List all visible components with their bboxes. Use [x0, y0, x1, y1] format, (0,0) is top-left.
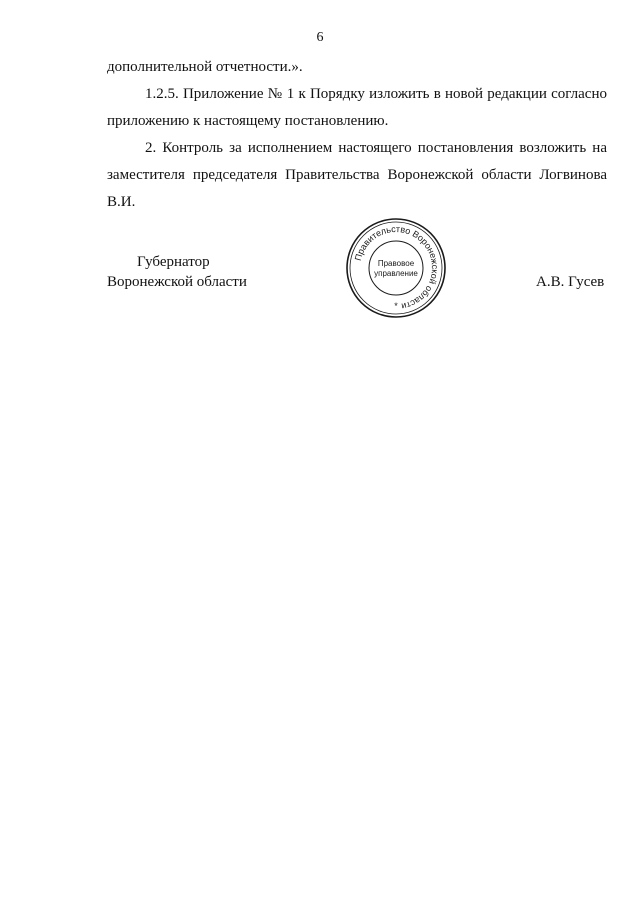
- stamp-seal-icon: [344, 216, 448, 320]
- stamp-center-line-2: управление: [374, 269, 418, 278]
- paragraph-item-2: 2. Контроль за исполнением настоящего постановления возложить на заместителя председателя Правительства Воронежской области Логвинова В.И.: [107, 140, 607, 210]
- signatory-name: А.В. Гусев: [536, 274, 605, 290]
- page-number: 6: [316, 30, 324, 45]
- signatory-position: Губернатор: [137, 254, 210, 270]
- official-stamp: [344, 216, 448, 320]
- stamp-ring-text: Правительство Воронежской области: [352, 223, 441, 312]
- signatory-region: Воронежской области: [107, 274, 247, 290]
- signatory-title: [107, 252, 247, 292]
- stamp-star: *: [394, 301, 398, 311]
- paragraph-item-1-2-5: 1.2.5. Приложение № 1 к Порядку изложить в новой редакции согласно приложению к настоящему постановлению.: [107, 86, 607, 129]
- document-body: [107, 54, 607, 216]
- stamp-inner-ring: [369, 241, 423, 295]
- paragraph-continuation: дополнительной отчетности.».: [107, 59, 303, 75]
- stamp-center-line-1: Правовое: [377, 259, 415, 268]
